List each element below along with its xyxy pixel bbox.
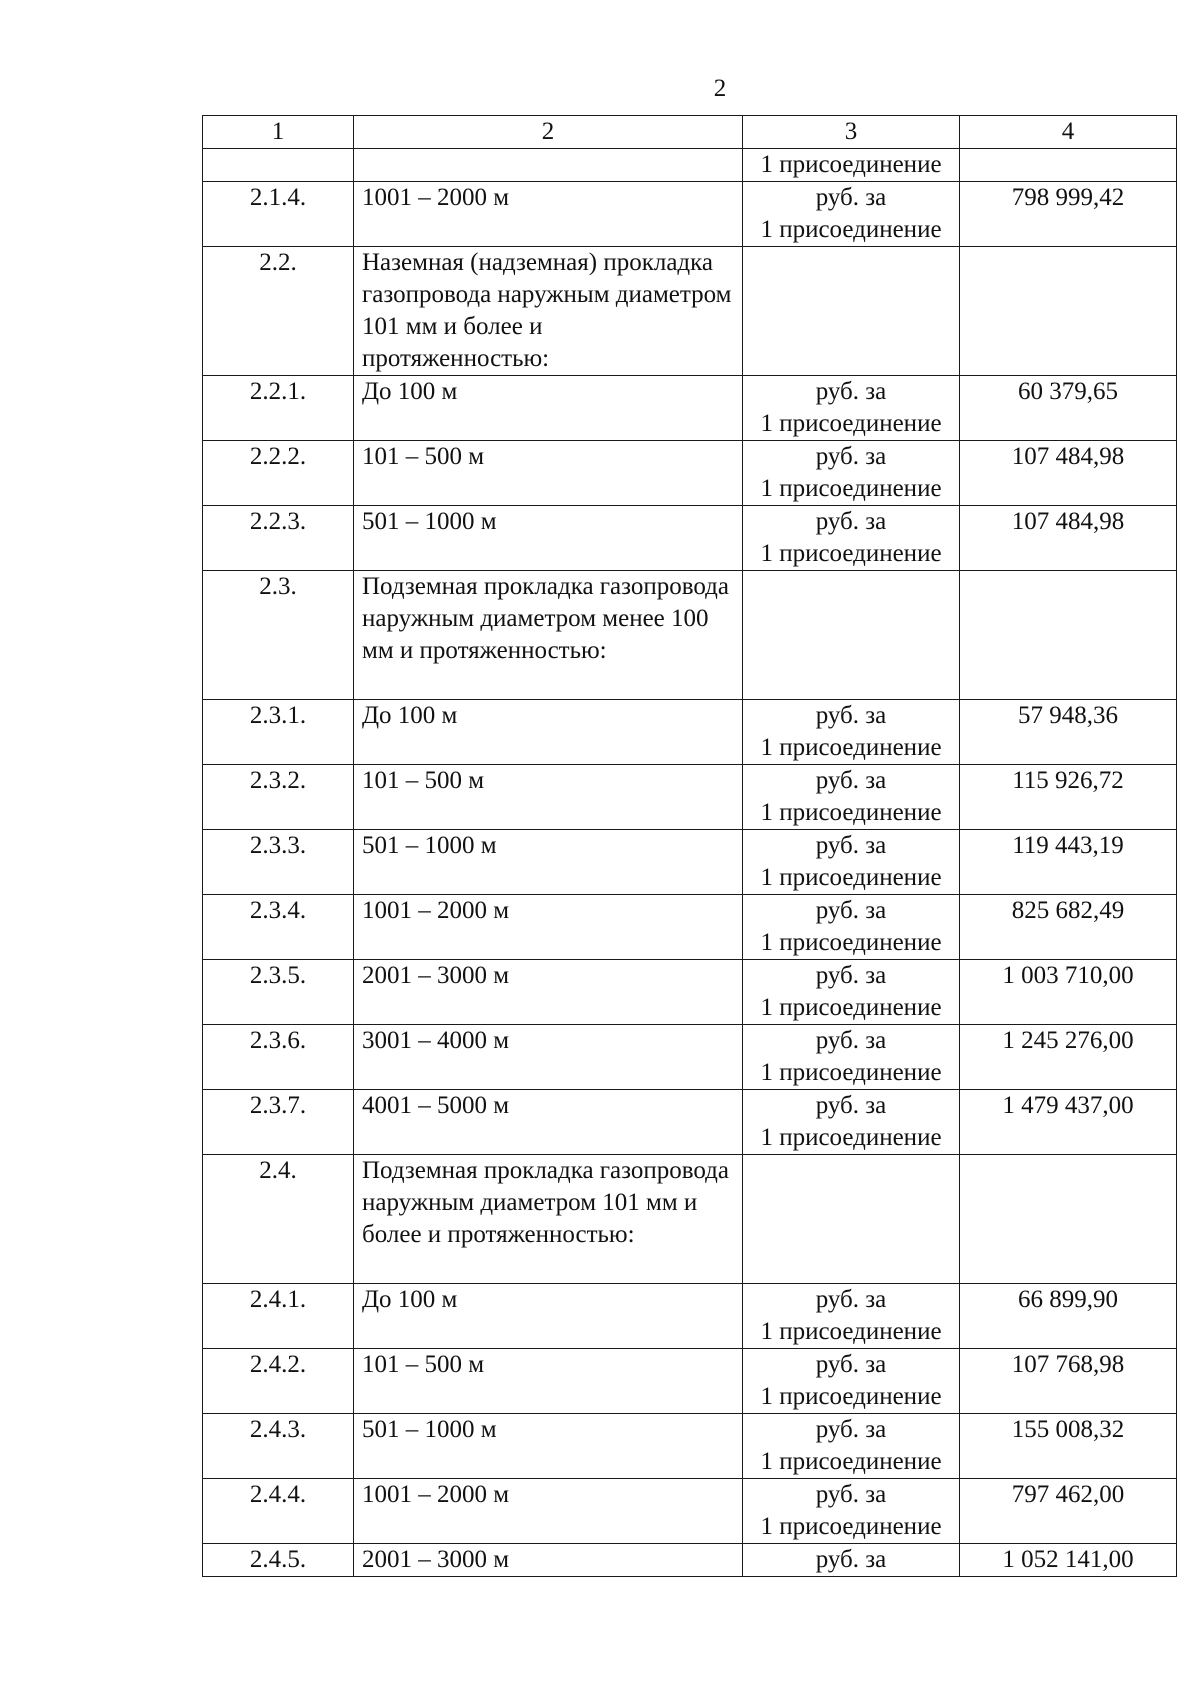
row-description: До 100 м <box>354 1284 743 1349</box>
table-row <box>203 247 1177 376</box>
row-value: 797 462,00 <box>960 1479 1177 1544</box>
row-number: 2.4.2. <box>203 1349 354 1414</box>
row-description <box>354 149 743 182</box>
row-unit-line1: руб. за <box>815 832 887 859</box>
row-number: 2.4.5. <box>203 1544 354 1577</box>
table-row <box>203 1479 1177 1544</box>
tariff-table <box>202 115 1177 1577</box>
table-body <box>203 149 1177 1577</box>
row-unit-line2: 1 присоединение <box>760 864 942 891</box>
row-description: 101 – 500 м <box>354 441 743 506</box>
row-number: 2.3. <box>203 571 354 700</box>
row-description: До 100 м <box>354 376 743 441</box>
table-row <box>203 1414 1177 1479</box>
table-row <box>203 765 1177 830</box>
row-number: 2.4. <box>203 1155 354 1284</box>
row-unit <box>743 182 960 247</box>
row-description: До 100 м <box>354 700 743 765</box>
row-unit-line1: руб. за <box>815 1092 887 1119</box>
row-unit <box>743 1544 960 1577</box>
row-description: 1001 – 2000 м <box>354 895 743 960</box>
row-unit-line1: руб. за <box>815 1546 887 1573</box>
row-unit <box>743 571 960 700</box>
row-description: Подземная прокладка газопровода наружным диаметром менее 100 мм и протяженностью: <box>354 571 743 700</box>
row-description: 501 – 1000 м <box>354 830 743 895</box>
row-value: 115 926,72 <box>960 765 1177 830</box>
table-row <box>203 960 1177 1025</box>
row-unit <box>743 765 960 830</box>
table-row <box>203 506 1177 571</box>
row-unit <box>743 830 960 895</box>
row-unit <box>743 1349 960 1414</box>
row-description: Наземная (надземная) прокладка газопровода наружным диаметром 101 мм и более и протяженностью: <box>354 247 743 376</box>
row-unit-line2: 1 присоединение <box>760 216 942 243</box>
row-unit <box>743 1025 960 1090</box>
row-value <box>960 149 1177 182</box>
table-row <box>203 830 1177 895</box>
row-number: 2.3.1. <box>203 700 354 765</box>
row-unit-line2: 1 присоединение <box>760 1513 942 1540</box>
row-unit-line1: руб. за <box>815 1481 887 1508</box>
row-number: 2.3.2. <box>203 765 354 830</box>
table-row <box>203 441 1177 506</box>
row-value: 1 052 141,00 <box>960 1544 1177 1577</box>
row-unit-line1: руб. за <box>815 962 887 989</box>
row-unit-line2: 1 присоединение <box>760 410 942 437</box>
row-unit: 1 присоединение <box>743 149 960 182</box>
row-number: 2.3.3. <box>203 830 354 895</box>
row-unit-line1: руб. за <box>815 767 887 794</box>
row-description: 501 – 1000 м <box>354 1414 743 1479</box>
table-header-row <box>203 116 1177 149</box>
row-description: Подземная прокладка газопровода наружным диаметром 101 мм и более и протяженностью: <box>354 1155 743 1284</box>
row-description: 2001 – 3000 м <box>354 960 743 1025</box>
table-row <box>203 1349 1177 1414</box>
row-unit <box>743 1155 960 1284</box>
row-unit-line2: 1 присоединение <box>760 475 942 502</box>
row-value: 107 484,98 <box>960 441 1177 506</box>
row-description: 3001 – 4000 м <box>354 1025 743 1090</box>
row-number: 2.2.3. <box>203 506 354 571</box>
row-unit-line2: 1 присоединение <box>760 1124 942 1151</box>
table-row <box>203 700 1177 765</box>
row-unit-line1: руб. за <box>815 1351 887 1378</box>
row-number: 2.4.3. <box>203 1414 354 1479</box>
row-number: 2.3.4. <box>203 895 354 960</box>
row-unit-line2: 1 присоединение <box>760 994 942 1021</box>
row-unit-line2: 1 присоединение <box>760 540 942 567</box>
row-value: 155 008,32 <box>960 1414 1177 1479</box>
row-description: 2001 – 3000 м <box>354 1544 743 1577</box>
table-row-continuation <box>203 149 1177 182</box>
table-row <box>203 895 1177 960</box>
header-col-3: 3 <box>743 116 960 149</box>
row-unit-line1: руб. за <box>815 508 887 535</box>
row-number: 2.3.7. <box>203 1090 354 1155</box>
row-unit-line2: 1 присоединение <box>760 929 942 956</box>
row-value: 798 999,42 <box>960 182 1177 247</box>
row-number: 2.2.1. <box>203 376 354 441</box>
row-number: 2.1.4. <box>203 182 354 247</box>
row-unit-line2: 1 присоединение <box>760 1448 942 1475</box>
row-unit-line1: руб. за <box>815 184 887 211</box>
row-value: 1 245 276,00 <box>960 1025 1177 1090</box>
table-row <box>203 1090 1177 1155</box>
row-unit-line2: 1 присоединение <box>760 1383 942 1410</box>
row-value: 107 484,98 <box>960 506 1177 571</box>
row-unit <box>743 1414 960 1479</box>
row-unit <box>743 895 960 960</box>
row-value <box>960 1155 1177 1284</box>
row-unit <box>743 376 960 441</box>
row-unit-line1: руб. за <box>815 702 887 729</box>
table-row <box>203 182 1177 247</box>
row-number <box>203 149 354 182</box>
row-unit-line1: руб. за <box>815 1286 887 1313</box>
row-number: 2.3.6. <box>203 1025 354 1090</box>
row-value <box>960 571 1177 700</box>
row-value: 57 948,36 <box>960 700 1177 765</box>
row-value: 1 479 437,00 <box>960 1090 1177 1155</box>
row-unit <box>743 506 960 571</box>
row-unit-line2: 1 присоединение <box>760 1318 942 1345</box>
row-value: 1 003 710,00 <box>960 960 1177 1025</box>
row-description: 1001 – 2000 м <box>354 182 743 247</box>
header-col-1: 1 <box>203 116 354 149</box>
row-description: 4001 – 5000 м <box>354 1090 743 1155</box>
row-unit-line1: руб. за <box>815 443 887 470</box>
row-value: 107 768,98 <box>960 1349 1177 1414</box>
row-number: 2.2.2. <box>203 441 354 506</box>
header-col-2: 2 <box>354 116 743 149</box>
row-description: 501 – 1000 м <box>354 506 743 571</box>
row-unit-line2: 1 присоединение <box>760 734 942 761</box>
row-value: 60 379,65 <box>960 376 1177 441</box>
row-unit <box>743 1479 960 1544</box>
row-unit <box>743 1284 960 1349</box>
row-description: 101 – 500 м <box>354 765 743 830</box>
row-unit <box>743 441 960 506</box>
row-unit-line1: руб. за <box>815 897 887 924</box>
row-unit-line1: руб. за <box>815 1027 887 1054</box>
row-value: 825 682,49 <box>960 895 1177 960</box>
row-unit-line2: 1 присоединение <box>760 1059 942 1086</box>
table-row <box>203 1544 1177 1577</box>
row-unit <box>743 960 960 1025</box>
row-unit <box>743 1090 960 1155</box>
row-unit-line2: 1 присоединение <box>760 799 942 826</box>
row-number: 2.4.4. <box>203 1479 354 1544</box>
row-number: 2.3.5. <box>203 960 354 1025</box>
table-row <box>203 1284 1177 1349</box>
row-value: 66 899,90 <box>960 1284 1177 1349</box>
row-number: 2.2. <box>203 247 354 376</box>
table-row <box>203 376 1177 441</box>
row-number: 2.4.1. <box>203 1284 354 1349</box>
row-unit <box>743 700 960 765</box>
page-number: 2 <box>713 75 727 102</box>
table-row <box>203 1025 1177 1090</box>
row-value: 119 443,19 <box>960 830 1177 895</box>
table-row <box>203 1155 1177 1284</box>
table-row <box>203 571 1177 700</box>
row-description: 101 – 500 м <box>354 1349 743 1414</box>
row-unit-line1: руб. за <box>815 378 887 405</box>
row-unit-line1: руб. за <box>815 1416 887 1443</box>
header-col-4: 4 <box>960 116 1177 149</box>
row-description: 1001 – 2000 м <box>354 1479 743 1544</box>
row-value <box>960 247 1177 376</box>
row-unit <box>743 247 960 376</box>
